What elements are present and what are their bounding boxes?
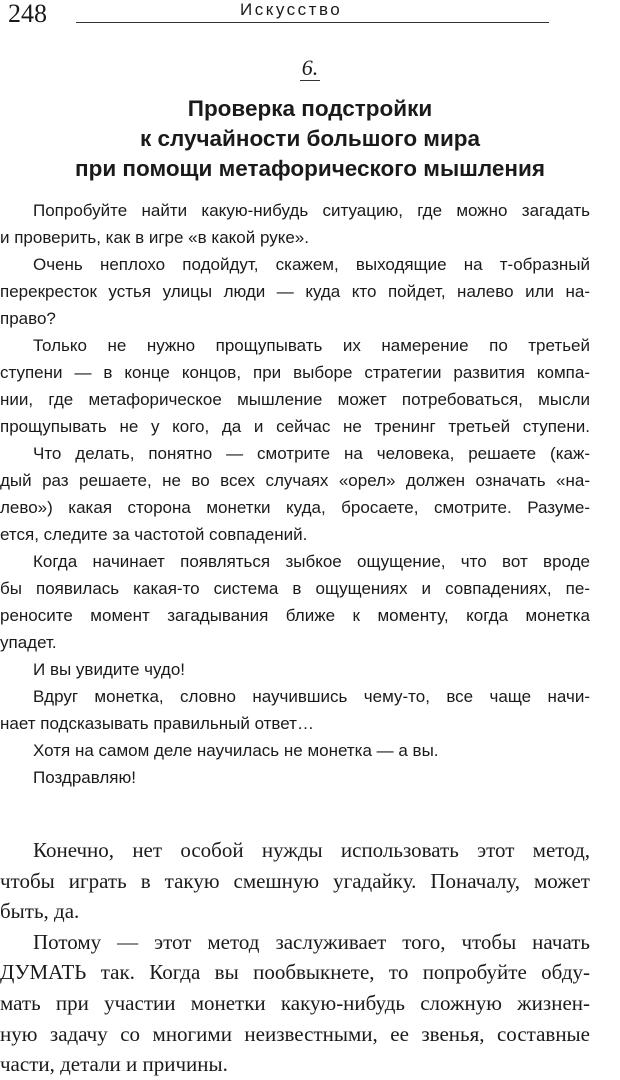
text-line: нает подсказывать правильный ответ… xyxy=(0,714,314,733)
text-line: Конечно, нет особой нужды использовать этот метод, xyxy=(33,838,590,862)
text-line: прощупывать не у кого, да и сейчас не тренинг третьей ступени. xyxy=(0,417,590,436)
text-line: Попробуйте найти какую-нибудь ситуацию, где можно загадать xyxy=(33,201,590,220)
text-line: И вы увидите чудо! xyxy=(33,660,186,679)
text-line: Хотя на самом деле научилась не монетка — а вы. xyxy=(33,741,439,760)
running-title: Искусство xyxy=(240,0,343,19)
text-line: право? xyxy=(0,309,56,328)
text-line: Что делать, понятно — смотрите на человека, решаете (каж- xyxy=(33,444,590,463)
text-line: реносите момент загадывания ближе к моменту, когда монетка xyxy=(0,606,590,625)
text-line: части, детали и причины. xyxy=(0,1052,228,1077)
text-line: упадет. xyxy=(0,633,57,652)
text-line: Вдруг монетка, словно научившись чему-то, все чаще начи- xyxy=(33,687,590,706)
text-line: ДУМАТЬ так. Когда вы пообвыкнете, то попробуйте обду- xyxy=(0,960,590,985)
page-number: 248 xyxy=(8,0,47,28)
text-line: мать при участии монетки какую-нибудь сложную жизнен- xyxy=(0,990,590,1015)
text-line: ется, следите за частотой совпадений. xyxy=(0,525,308,544)
section-title-line: к случайности большого мира xyxy=(139,126,481,151)
text-line: Потому — этот метод заслуживает того, чтобы начать xyxy=(33,929,590,954)
header-rule xyxy=(76,22,549,23)
text-line: нии, где метафорическое мышление может потребоваться, мысли xyxy=(0,390,590,409)
text-line: чтобы играть в такую смешную угадайку. Поначалу, может xyxy=(0,868,590,893)
serif-body-text xyxy=(0,835,590,1080)
text-line: Очень неплохо подойдут, скажем, выходящие на т-образный xyxy=(33,255,590,274)
sans-body-text xyxy=(0,197,590,791)
text-line: Поздравляю! xyxy=(33,768,136,787)
text-line: бы появилась какая-то система в ощущениях и совпадениях, пе- xyxy=(0,579,590,598)
text-line: и проверить, как в игре «в какой руке». xyxy=(0,228,309,247)
text-line: лево») какая сторона монетки куда, бросаете, смотрите. Разуме- xyxy=(0,498,590,517)
text-line: быть, да. xyxy=(0,899,80,924)
text-line: ступени — в конце концов, при выборе стратегии развития компа- xyxy=(0,363,590,382)
text-line: ную задачу со многими неизвестными, ее звенья, составные xyxy=(0,1021,590,1046)
section-number xyxy=(0,56,620,80)
text-line: Только не нужно прощупывать их намерение по третьей xyxy=(33,336,590,355)
section-title-line: при помощи метафорического мышления xyxy=(75,156,545,181)
text-line: перекресток устья улицы люди — куда кто пойдет, налево или на- xyxy=(0,282,590,301)
section-number-text: 6. xyxy=(301,55,319,80)
section-title xyxy=(0,94,620,184)
text-line: дый раз решаете, не во всех случаях «орел» должен означать «на- xyxy=(0,471,590,490)
section-title-line: Проверка подстройки xyxy=(187,96,433,121)
text-line: Когда начинает появляться зыбкое ощущение, что вот вроде xyxy=(33,552,590,571)
